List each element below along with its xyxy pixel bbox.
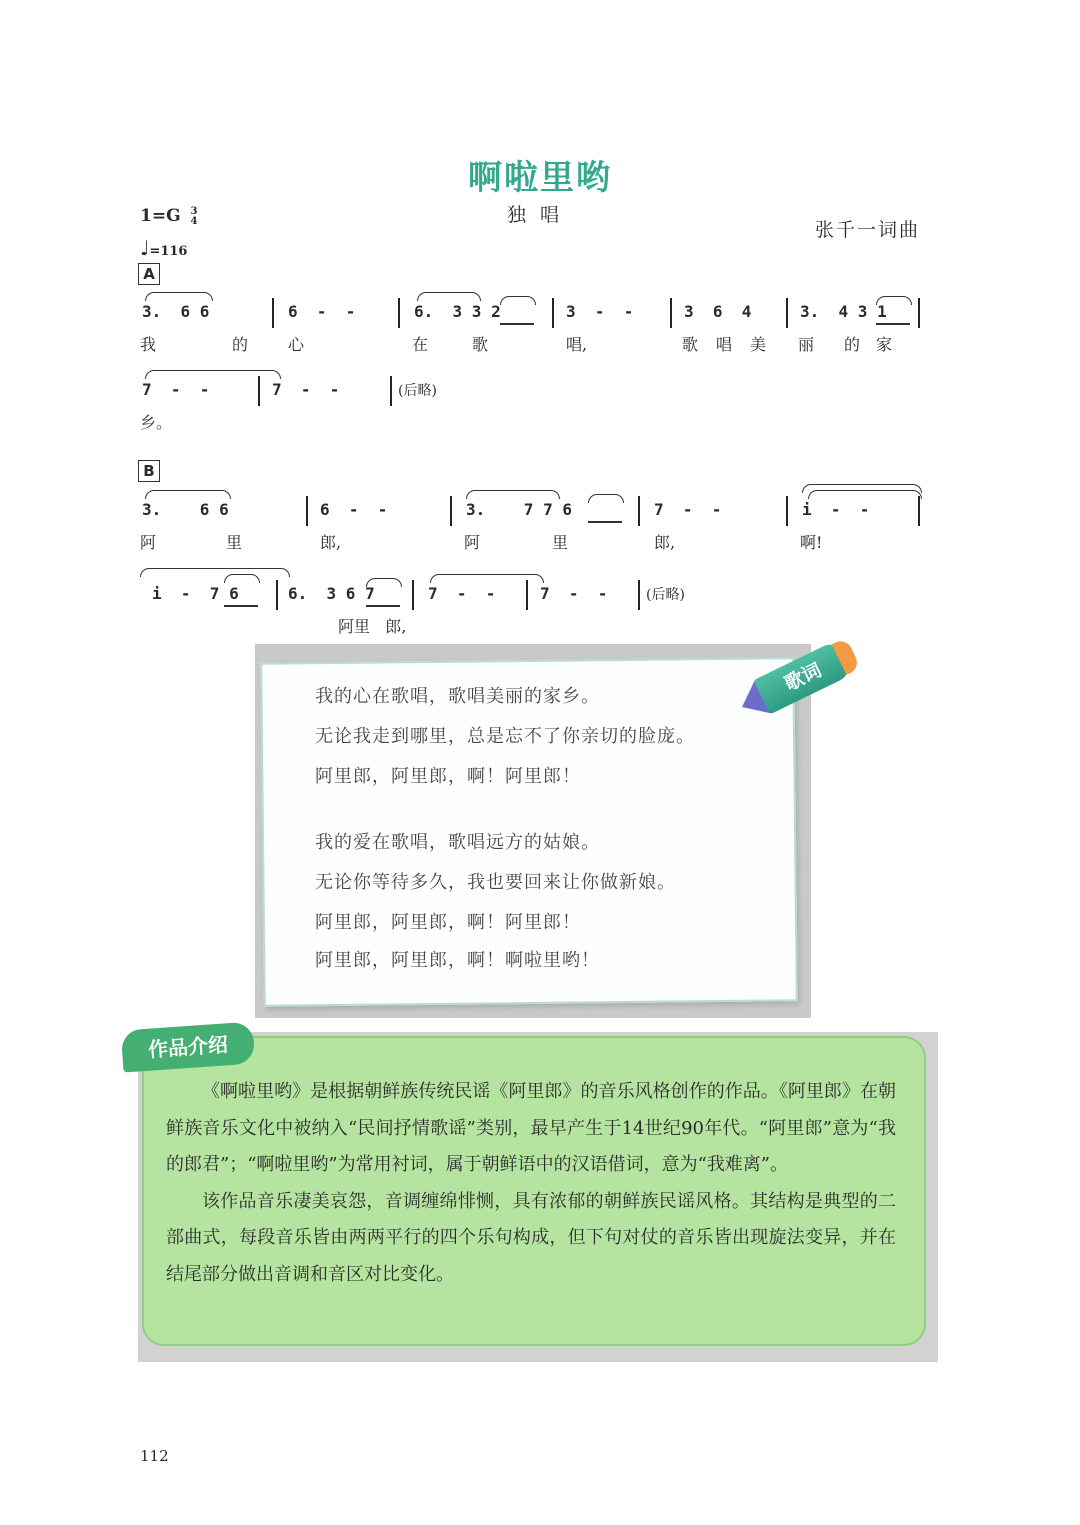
lyric-char: 歌 xyxy=(682,335,699,354)
slur xyxy=(145,370,281,379)
lyrics-line: 阿里郎，阿里郎，啊！阿里郎！ xyxy=(315,912,581,933)
section-a-label: A xyxy=(138,263,160,285)
a1-measure-2: 6 - - xyxy=(288,302,356,321)
lyric-char: 在 xyxy=(412,335,429,354)
barline xyxy=(258,376,260,406)
lyric-char: 阿 xyxy=(140,533,157,552)
b1-measure-4: 7 - - xyxy=(654,500,722,519)
slur xyxy=(466,490,560,499)
slur xyxy=(145,292,213,301)
song-subtitle: 独唱 xyxy=(506,204,573,226)
lyric-line-a2: 乡。 xyxy=(140,413,173,432)
omitted-marker: (后略) xyxy=(398,383,437,399)
b1-measure-5: i - - xyxy=(802,500,870,519)
barline xyxy=(670,298,672,328)
beam xyxy=(876,323,910,325)
beam xyxy=(500,323,534,325)
lyric-char: 丽 xyxy=(798,335,815,354)
time-sig-top: 3 xyxy=(190,205,198,217)
b2-measure-2: 6. 3 6 7 xyxy=(288,584,375,603)
time-signature xyxy=(191,207,198,227)
intro-paragraph: 该作品音乐凄美哀怨，音调缠绵悱恻，具有浓郁的朝鲜族民谣风格。其结构是典型的二部曲式，每段音乐皆由两两平行的四个乐句构成，但下句对仗的音乐皆出现旋法变异，并在结尾部分做出音调和音区对比变化。 xyxy=(166,1190,896,1285)
b1-measure-2: 6 - - xyxy=(320,500,388,519)
omitted-marker: (后略) xyxy=(646,587,685,603)
slur xyxy=(224,574,260,583)
barline xyxy=(276,580,278,610)
lyric-char: 郎, xyxy=(654,533,676,552)
a1-measure-1: 3. 6 6 xyxy=(142,302,210,321)
lyric-char: 郎, xyxy=(320,533,342,552)
lyric-char: 啊! xyxy=(800,533,823,552)
barline xyxy=(786,496,788,526)
lyric-char: 唱 xyxy=(716,335,733,354)
barline xyxy=(306,496,308,526)
intro-tab: 作品介绍 xyxy=(121,1021,256,1072)
barline xyxy=(918,496,920,526)
b2-measure-4: 7 - - xyxy=(540,584,608,603)
slur xyxy=(588,494,624,503)
lyrics-line: 我的爱在歌唱，歌唱远方的姑娘。 xyxy=(315,832,600,853)
lyrics-line: 阿里郎，阿里郎，啊！阿里郎！ xyxy=(315,766,581,787)
barline xyxy=(918,298,920,328)
tempo-marking xyxy=(140,236,187,260)
a1-measure-3: 6. 3 3 2 xyxy=(414,302,501,321)
lyric-char: 阿 xyxy=(464,533,481,552)
lyric-char: 唱, xyxy=(566,335,588,354)
section-b-label: B xyxy=(138,460,160,482)
lyric-char: 里 xyxy=(226,533,243,552)
barline xyxy=(552,298,554,328)
b1-measure-3: 3. 7 7 6 xyxy=(466,500,572,519)
time-sig-bottom: 4 xyxy=(190,215,198,227)
lyric-char: 心 xyxy=(288,335,305,354)
a1-measure-5: 3 6 4 xyxy=(684,302,752,321)
slur xyxy=(808,490,922,499)
intro-paragraph: 《啊啦里哟》是根据朝鲜族传统民谣《阿里郎》的音乐风格创作的作品。《阿里郎》在朝鲜族音乐文化中被纳入“民间抒情歌谣”类别，最早产生于14世纪90年代。“阿里郎”意为“我的郎君”；“啊啦里哟”为常用衬词，属于朝鲜语中的汉语借词，意为“我难离”。 xyxy=(166,1081,896,1175)
key-signature xyxy=(140,206,197,227)
b2-measure-3: 7 - - xyxy=(428,584,496,603)
barline xyxy=(272,298,274,328)
lyric-char: 家 xyxy=(876,335,893,354)
barline xyxy=(398,298,400,328)
lyric-char: 里 xyxy=(552,533,569,552)
lyrics-line: 阿里郎，阿里郎，啊！啊啦里哟！ xyxy=(315,950,600,971)
key-label: 1=G xyxy=(140,206,181,226)
lyric-char: 的 xyxy=(232,335,249,354)
slur xyxy=(417,292,481,301)
lyric-char: 美 xyxy=(750,335,767,354)
lyrics-line: 无论我走到哪里，总是忘不了你亲切的脸庞。 xyxy=(315,726,695,747)
lyric-line-b2: 阿里 郎, xyxy=(338,617,407,636)
intro-body xyxy=(166,1074,896,1293)
barline xyxy=(390,376,392,406)
song-credit: 张千一词曲 xyxy=(814,219,920,241)
beam xyxy=(224,605,258,607)
lyrics-badge: 歌词 xyxy=(753,640,852,714)
barline xyxy=(412,580,414,610)
b1-measure-1: 3. 6 6 xyxy=(142,500,229,519)
slur xyxy=(145,490,231,499)
a2-measure-2: 7 - - xyxy=(272,380,340,399)
barline xyxy=(450,496,452,526)
barline xyxy=(526,580,528,610)
a1-measure-4: 3 - - xyxy=(566,302,634,321)
slur xyxy=(500,296,536,305)
barline xyxy=(786,298,788,328)
beam xyxy=(588,521,622,523)
lyric-char: 的 xyxy=(844,335,861,354)
beam xyxy=(366,605,400,607)
page-number: 112 xyxy=(140,1447,169,1465)
barline xyxy=(638,580,640,610)
lyric-char: 歌 xyxy=(472,335,489,354)
barline xyxy=(638,496,640,526)
a1-measure-6: 3. 4 3 1 xyxy=(800,302,887,321)
lyrics-line: 无论你等待多久，我也要回来让你做新娘。 xyxy=(315,872,676,893)
b2-measure-1: i - 7 6 xyxy=(152,584,239,603)
lyrics-line: 我的心在歌唱，歌唱美丽的家乡。 xyxy=(315,686,600,707)
lyric-char: 我 xyxy=(140,335,157,354)
slur xyxy=(140,568,290,577)
slur xyxy=(876,296,912,305)
quarter-note-icon: ♩ xyxy=(140,236,150,260)
a2-measure-1: 7 - - xyxy=(142,380,210,399)
song-title: 啊啦里哟 xyxy=(468,158,612,198)
tempo-value: =116 xyxy=(149,244,188,259)
